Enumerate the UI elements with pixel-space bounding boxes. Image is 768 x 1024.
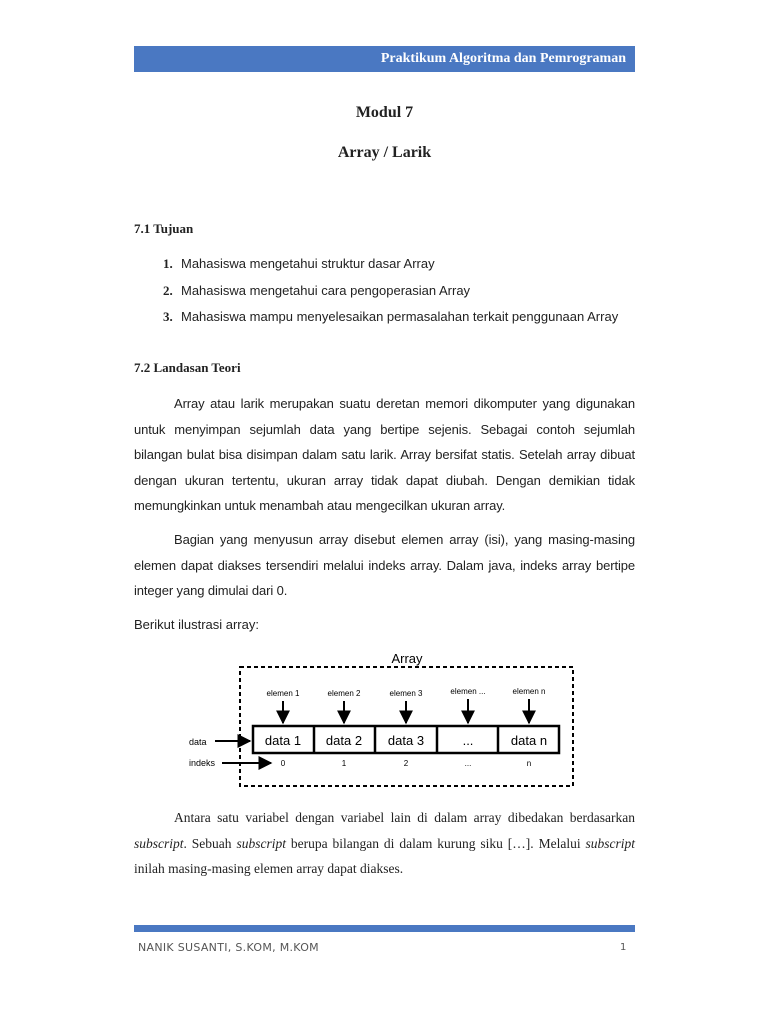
element-label: elemen 3 bbox=[389, 689, 423, 698]
index-label: indeks bbox=[189, 758, 216, 768]
paragraph-illustration-intro: Berikut ilustrasi array: bbox=[134, 617, 259, 632]
element-arrows bbox=[283, 699, 529, 723]
list-text: Mahasiswa mengetahui cara pengoperasian Array bbox=[181, 282, 471, 298]
subscript-term: subscript bbox=[134, 835, 184, 851]
element-label: elemen 2 bbox=[327, 689, 361, 698]
index-value: 0 bbox=[280, 759, 286, 768]
list-text: Mahasiswa mampu menyelesaikan permasalahan terkait penggunaan Array bbox=[181, 309, 619, 324]
module-number: Modul 7 bbox=[355, 104, 414, 121]
element-label: elemen n bbox=[512, 687, 546, 696]
footer-author: NANIK SUSANTI, S.KOM, M.KOM bbox=[138, 941, 319, 954]
list-text: Mahasiswa mengetahui struktur dasar Array bbox=[181, 256, 435, 271]
element-labels bbox=[267, 687, 546, 698]
array-diagram bbox=[186, 648, 576, 790]
array-cells bbox=[253, 726, 559, 753]
header-title: Praktikum Algoritma dan Pemrograman bbox=[380, 51, 626, 66]
index-value: n bbox=[526, 759, 532, 768]
diagram-title: Array bbox=[391, 651, 423, 666]
cell-value: data 3 bbox=[387, 733, 425, 748]
cell-value: ... bbox=[462, 733, 474, 748]
list-number: 2. bbox=[163, 282, 173, 298]
footer-bar bbox=[134, 925, 635, 932]
cell-value: data 2 bbox=[325, 733, 363, 748]
element-label: elemen 1 bbox=[266, 689, 300, 698]
subscript-term: subscript bbox=[585, 835, 636, 851]
tujuan-list bbox=[163, 251, 618, 331]
index-value: ... bbox=[464, 759, 472, 768]
text-run: . Sebuah bbox=[183, 835, 237, 851]
section-heading-tujuan: 7.1 Tujuan bbox=[134, 221, 194, 236]
section-heading-landasan: 7.2 Landasan Teori bbox=[134, 360, 241, 375]
paragraph-array-elements: Bagian yang menyusun array disebut elemen array (isi), yang masing-masing elemen dapat diakses tersendiri melalui indeks array. Dalam java, indeks array bertipe integer yang dimulai dari 0. bbox=[134, 532, 635, 598]
index-value: 2 bbox=[403, 759, 409, 768]
page-number: 1 bbox=[620, 942, 627, 953]
subscript-term: subscript bbox=[236, 835, 286, 851]
header-bar bbox=[134, 46, 635, 72]
cell-value: data n bbox=[510, 733, 548, 748]
list-item bbox=[163, 304, 618, 331]
index-value: 1 bbox=[341, 759, 347, 768]
text-run: berupa bilangan di dalam kurung siku […]. Melalui bbox=[285, 835, 586, 851]
list-item bbox=[163, 251, 618, 278]
element-label: elemen ... bbox=[450, 687, 486, 696]
cell-value: data 1 bbox=[264, 733, 302, 748]
paragraph-array-definition: Array atau larik merupakan suatu deretan memori dikomputer yang digunakan untuk menyimpan sejumlah data yang bertipe sejenis. Sebagai contoh sejumlah bilangan bulat bisa disimpan dalam satu larik. Array bersifat statis. Setelah array dibuat dengan ukuran tertentu, ukuran array tidak dapat diubah. Dengan demikian tidak memungkinkan untuk menambah atau mengecilkan ukuran array. bbox=[134, 396, 635, 513]
list-number: 3. bbox=[163, 309, 173, 324]
list-number: 1. bbox=[163, 256, 173, 271]
text-run: Antara satu variabel dengan variabel lain di dalam array dibedakan berdasarkan bbox=[174, 810, 635, 825]
paragraph-subscript bbox=[134, 805, 635, 882]
list-item bbox=[163, 278, 618, 305]
module-title: Array / Larik bbox=[337, 144, 432, 161]
index-values bbox=[281, 759, 531, 768]
text-run: inilah masing-masing elemen array dapat diakses. bbox=[134, 861, 404, 876]
data-label: data bbox=[189, 737, 207, 747]
